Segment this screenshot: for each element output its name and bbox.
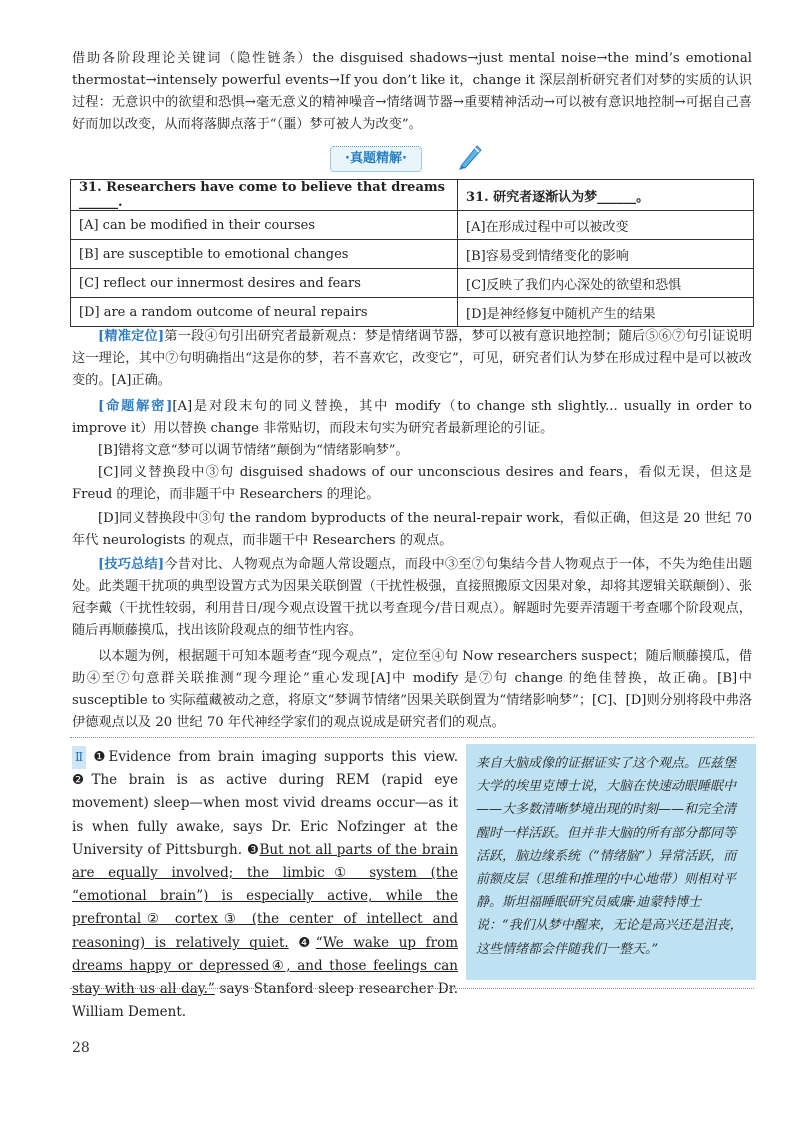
passage-mark: Ⅱ bbox=[72, 746, 86, 769]
translation-box: 来自大脑成像的证据证实了这个观点。匹兹堡大学的埃里克博士说，大脑在快速动眼睡眠中——大多数清晰梦境出现的时刻——和完全清醒时一样活跃。但并非大脑的所有部分都同等活跃，脑边缘系统（“情绪脑”）异常活跃，而前额皮层（思维和推理的中心地带）则相对平静。斯坦福睡眠研究员威廉·迪蒙特博士说：“我们从梦中醒来，无论是高兴还是沮丧，这些情绪都会伴随我们一整天。” bbox=[466, 744, 756, 980]
decode-b-paragraph: [B]错将文意“梦可以调节情绪”颠倒为“情绪影响梦”。 bbox=[98, 443, 409, 458]
option-b-zh: [B]容易受到情绪变化的影响 bbox=[458, 240, 754, 269]
option-c-en: [C] reflect our innermost desires and fears bbox=[71, 269, 458, 298]
question-table bbox=[70, 179, 754, 327]
decode-a-text: [A]是对段末句的同义替换，其中 modify（to change sth slightly... usually in order to improve it）用以替换 change 非常贴切，而段末句实为研究者最新理论的引证。 bbox=[72, 399, 752, 436]
top-dotted-divider bbox=[70, 737, 754, 738]
option-row bbox=[71, 298, 754, 327]
pen-icon bbox=[455, 140, 487, 172]
intro-paragraph: 借助各阶段理论关键词（隐性链条）the disguised shadows→just mental noise→the mind’s emotional thermostat→intensely powerful events→If you don’t like it，change it 深层剖析研究者们对梦的实质的认识过程：无意识中的欲望和恐惧→毫无意义的精神噪音→情绪调节器→重要精神活动→可以被有意识地控制→可据自己喜好而加以改变，从而将落脚点落于“（噩）梦可被人为改变”。 bbox=[72, 51, 752, 132]
section-banner: ·真题精解· bbox=[330, 146, 422, 172]
sentence-4-tail: says Stanford sleep researcher Dr. William Dement. bbox=[72, 981, 458, 1021]
option-a-en: [A] can be modified in their courses bbox=[71, 211, 458, 240]
question-stem-zh: 31. 研究者逐渐认为梦______。 bbox=[458, 180, 754, 211]
passage-english bbox=[72, 746, 458, 1024]
option-row bbox=[71, 211, 754, 240]
locate-paragraph bbox=[72, 326, 752, 392]
sentence-4-number: ❹ bbox=[298, 934, 316, 951]
sentence-2: ❷The brain is as active during REM (rapid eye movement) sleep—when most vivid dreams occur—as it is when fully awake, says Dr. Eric Nofzinger at the University of Pittsburgh. bbox=[72, 772, 458, 858]
question-stem-row bbox=[71, 180, 754, 211]
option-d-zh: [D]是神经修复中随机产生的结果 bbox=[458, 298, 754, 327]
option-a-zh: [A]在形成过程中可以被改变 bbox=[458, 211, 754, 240]
sentence-1: ❶Evidence from brain imaging supports this view. bbox=[93, 749, 458, 765]
sentence-3: But not all parts of the brain are equally involved; the limbic① system (the “emotional brain”) is especially active, while the prefrontal② cortex③ (the center of intellect and reasoning) is relatively quiet. bbox=[72, 841, 459, 951]
sentence-3-number: ❸ bbox=[246, 841, 260, 858]
skill-paragraph bbox=[72, 554, 752, 642]
skill-text: 今昔对比、人物观点为命题人常设题点，而段中③至⑦句集结今昔人物观点于一体，不失为绝佳出题处。此类题干扰项的典型设置方式为因果关联倒置（干扰性极强，直接照搬原文因果对象，却将其逻辑关联颠倒）、张冠李戴（干扰性较弱，利用昔日/现今观点设置干扰以考查现今/昔日观点）。解题时先要弄清题干考查哪个阶段观点，随后再顺藤摸瓜，找出该阶段观点的细节性内容。 bbox=[72, 557, 753, 638]
decode-paragraph bbox=[72, 396, 752, 440]
example-paragraph: 以本题为例，根据题干可知本题考查“现今观点”，定位至④句 Now researchers suspect；随后顺藤摸瓜，借助④至⑦句意群关联推测“现今理论”重心发现[A]中 modify 是⑦句 change 的绝佳替换，故正确。[B]中 susceptible to 实际蕴藏被动之意，将原文“梦调节情绪”因果关联倒置为“情绪影响梦”；[C]、[D]则分别将段中弗洛伊德观点以及 20 世纪 70 年代神经学家们的观点说成是研究者们的观点。 bbox=[72, 649, 752, 730]
page-number: 28 bbox=[72, 1040, 90, 1056]
option-c-zh: [C]反映了我们内心深处的欲望和恐惧 bbox=[458, 269, 754, 298]
decode-c-paragraph: [C]同义替换段中③句 disguised shadows of our unconscious desires and fears，看似无误，但这是 Freud 的理论，而非题干中 Researchers 的理论。 bbox=[72, 465, 752, 502]
sentence-4: “We wake up from dreams happy or depressed④, and those feelings can stay with us all day.” bbox=[72, 934, 458, 998]
option-row bbox=[71, 269, 754, 298]
decode-tag: [命题解密] bbox=[98, 399, 173, 414]
question-stem-en: 31. Researchers have come to believe that dreams ______. bbox=[71, 180, 458, 211]
locate-text: 第一段④句引出研究者最新观点：梦是情绪调节器，梦可以被有意识地控制；随后⑤⑥⑦句引证说明这一理论，其中⑦句明确指出“这是你的梦，若不喜欢它，改变它”，可见，研究者们认为梦在形成过程中是可以被改变的。[A]正确。 bbox=[72, 329, 753, 388]
decode-d-paragraph: [D]同义替换段中③句 the random byproducts of the neural-repair work，看似正确，但这是 20 世纪 70 年代 neurologists 的观点，而非题干中 Researchers 的观点。 bbox=[72, 511, 752, 548]
skill-tag: [技巧总结] bbox=[98, 557, 165, 572]
bottom-dotted-divider bbox=[70, 988, 754, 989]
option-b-en: [B] are susceptible to emotional changes bbox=[71, 240, 458, 269]
locate-tag: [精准定位] bbox=[98, 329, 165, 344]
option-row bbox=[71, 240, 754, 269]
option-d-en: [D] are a random outcome of neural repairs bbox=[71, 298, 458, 327]
